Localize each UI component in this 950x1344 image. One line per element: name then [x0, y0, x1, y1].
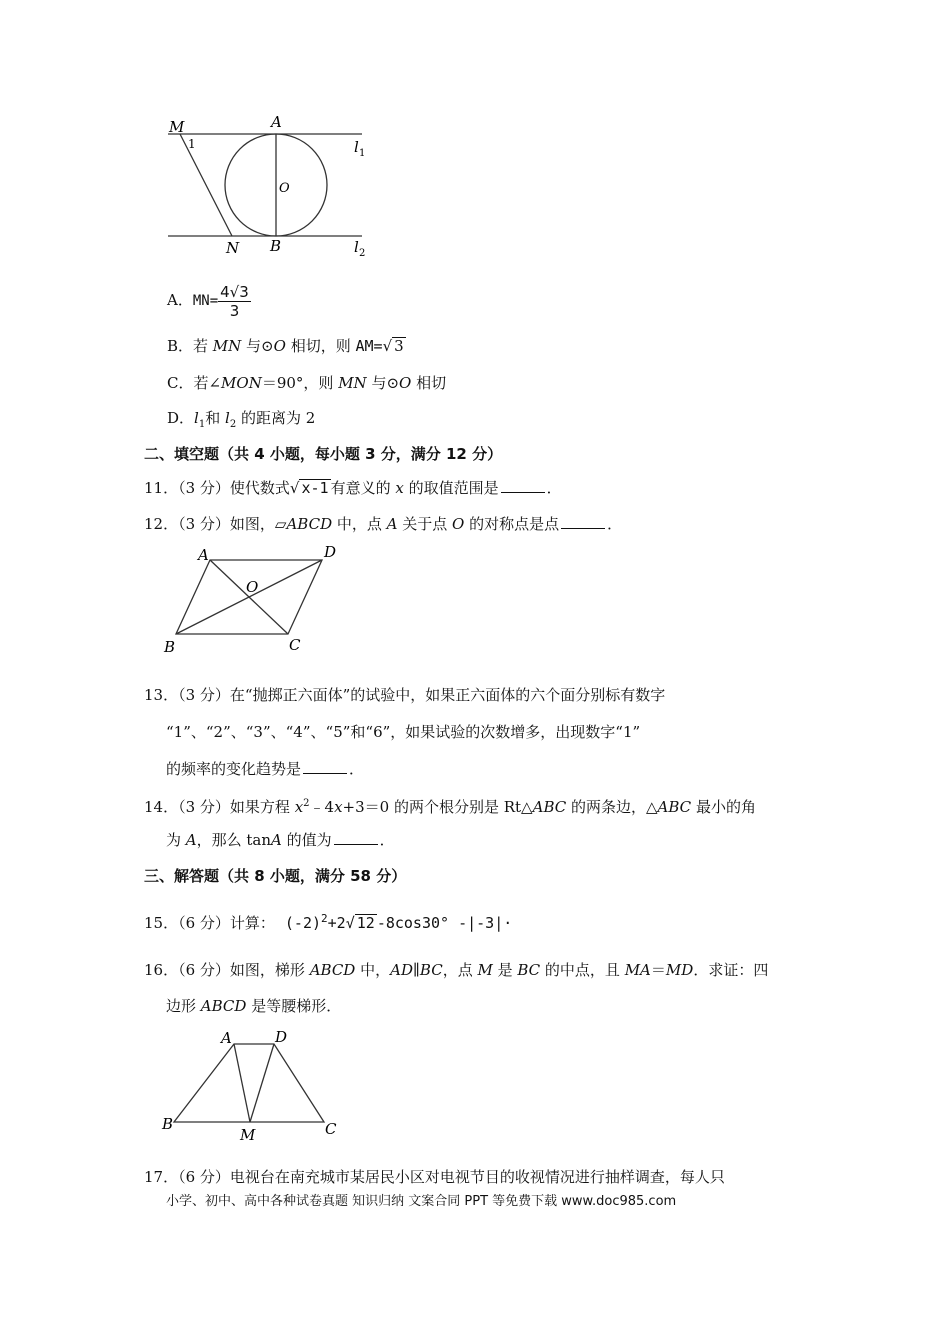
question-13-line2: “1”、“2”、“3”、“4”、“5”和“6”，如果试验的次数增多，出现数字“1”: [166, 723, 641, 741]
label-B: B: [270, 237, 282, 255]
label-O: O: [279, 181, 290, 196]
fraction: $\frac{4√3}{3}$: [220, 282, 249, 320]
figure-trapezoid: [158, 1026, 348, 1144]
question-11: 11．（3 分）使代数式√ x-1 有意义的 x 的取值范围是 ．: [144, 479, 562, 497]
label-l2-sub: 2: [359, 248, 366, 259]
section-title-fill-blank: 二、填空题（共 4 小题，每小题 3 分，满分 12 分）: [144, 445, 503, 463]
question-13-line1: 13．（3 分）在“抛掷正六面体”的试验中，如果正六面体的六个面分别标有数字: [144, 686, 666, 704]
question-16-line2: 边形 ABCD 是等腰梯形．: [166, 997, 342, 1015]
label-D: D: [275, 1028, 288, 1046]
label-l1-sub: 1: [359, 148, 366, 159]
question-15: 15．（6 分）计算： $(-2)^2+2√$ 12 -8cos30° -|-3|·: [144, 912, 513, 932]
label-C: C: [325, 1120, 337, 1138]
answer-blank: [334, 830, 378, 845]
answer-blank: [501, 478, 545, 493]
label-l2: l: [354, 238, 359, 256]
question-13-line3: 的频率的变化趋势是 ．: [166, 760, 365, 778]
option-c: C．若∠MON＝90°，则 MN 与⊙O 相切: [167, 374, 447, 392]
section-title-answer: 三、解答题（共 8 小题，满分 58 分）: [144, 867, 407, 885]
formula: $(-2)^2+2√$ 12 -8cos30° -|-3|·: [284, 912, 513, 932]
label-M: M: [169, 118, 185, 136]
label-C: C: [289, 636, 301, 654]
question-14-line2: 为 A，那么 tanA 的值为 ．: [166, 831, 395, 849]
option-a: A．MN= $\frac{4√3}{3}$: [167, 282, 249, 320]
label-l1: l: [354, 138, 359, 156]
label-A: A: [271, 113, 282, 131]
label-1: 1: [188, 137, 196, 151]
label-D: D: [324, 543, 337, 561]
answer-blank: [561, 514, 605, 529]
question-16-line1: 16．（6 分）如图，梯形 ABCD 中，AD∥BC，点 M 是 BC 的中点，且 MA＝MD．求证：四: [144, 961, 769, 979]
label-N: N: [226, 239, 240, 257]
label-B: B: [164, 638, 176, 656]
label-A: A: [221, 1029, 232, 1047]
option-d: D．$l_1$和 $l_2$ 的距离为 2: [167, 409, 316, 430]
footer-note: 小学、初中、高中各种试卷真题 知识归纳 文案合同 PPT 等免费下载 www.doc985.com: [166, 1194, 677, 1209]
figure-parallelogram: [158, 542, 358, 660]
label-O: O: [246, 578, 259, 596]
label-A: A: [198, 546, 209, 564]
option-b: B．若 MN 与⊙O 相切，则 AM=√ 3: [167, 337, 404, 355]
label-M: M: [240, 1126, 256, 1144]
answer-blank: [303, 759, 347, 774]
question-17: 17．（6 分）电视台在南充城市某居民小区对电视节目的收视情况进行抽样调查，每人只: [144, 1168, 725, 1186]
question-12: 12．（3 分）如图，▱ABCD 中，点 A 关于点 O 的对称点是点 ．: [144, 515, 623, 533]
label-B: B: [162, 1115, 174, 1133]
figure-circle-parallel-lines: [160, 110, 380, 260]
question-14-line1: 14．（3 分）如果方程 $x^2﹣4x+3=0$ 的两个根分别是 Rt△ABC 的两条边，△ABC 最小的角: [144, 798, 756, 816]
